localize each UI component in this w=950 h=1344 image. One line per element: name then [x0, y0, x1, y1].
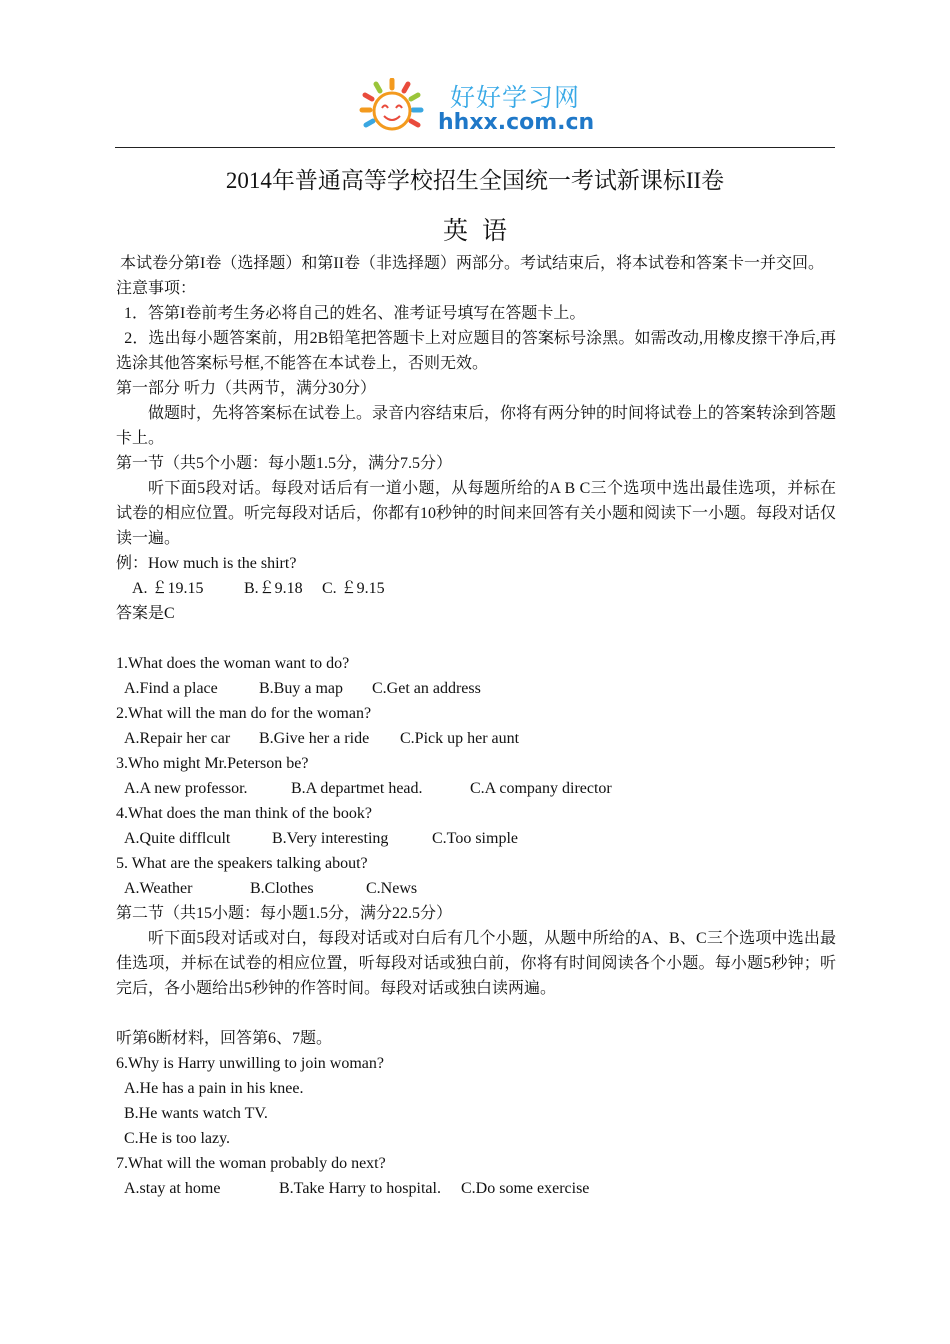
example-options — [116, 576, 836, 601]
example-option-b: B.￡9.18 — [244, 580, 303, 597]
header-divider — [115, 147, 835, 148]
q4-option-a: A.Quite difflcult — [124, 830, 231, 847]
q7-option-a: A.stay at home — [124, 1180, 221, 1197]
notice-heading: 注意事项： — [116, 280, 197, 297]
q3-option-c: C.A company director — [470, 780, 612, 797]
q6-option-b: B.He wants watch TV. — [124, 1105, 268, 1122]
q3-option-b: B.A departmet head. — [291, 780, 423, 797]
question-5: 5. What are the speakers talking about? — [116, 855, 368, 872]
notice-item-2: 2．选出每小题答案前，用2B铅笔把答题卡上对应题目的答案标号涂黑。如需改动,用橡皮擦干净后,再选涂其他答案标号框,不能答在本试卷上，否则无效。 — [116, 330, 836, 372]
question-4: 4.What does the man think of the book? — [116, 805, 372, 822]
site-logo — [358, 78, 598, 140]
q1-option-b: B.Buy a map — [259, 680, 343, 697]
question-1-options — [116, 676, 836, 701]
question-1: 1.What does the woman want to do? — [116, 655, 350, 672]
question-2-options — [116, 726, 836, 751]
q3-option-a: A.A new professor. — [124, 780, 248, 797]
q7-option-b: B.Take Harry to hospital. — [279, 1180, 441, 1197]
example-option-c: C. ￡9.15 — [322, 580, 385, 597]
q4-option-b: B.Very interesting — [272, 830, 389, 847]
intro-line: 本试卷分第I卷（选择题）和第II卷（非选择题）两部分。考试结束后，将本试卷和答案卡一并交回。 — [116, 255, 824, 272]
section1-instructions: 听下面5段对话。每段对话后有一道小题，从每题所给的A B C三个选项中选出最佳选项，并标在试卷的相应位置。听完每段对话后，你都有10秒钟的时间来回答有关小题和阅读下一小题。每段对话仅读一遍。 — [116, 480, 837, 547]
q2-option-a: A.Repair her car — [124, 730, 231, 747]
sun-logo-icon — [358, 78, 436, 140]
exam-subject: 英语 — [442, 218, 521, 245]
part1-heading: 第一部分 听力（共两节，满分30分） — [116, 380, 377, 397]
q2-option-b: B.Give her a ride — [259, 730, 370, 747]
section1-heading: 第一节（共5个小题：每小题1.5分，满分7.5分） — [116, 455, 453, 472]
q5-option-a: A.Weather — [124, 880, 193, 897]
q4-option-c: C.Too simple — [432, 830, 518, 847]
q2-option-c: C.Pick up her aunt — [400, 730, 520, 747]
question-3-options — [116, 776, 836, 801]
question-5-options — [116, 876, 836, 901]
q5-option-c: C.News — [366, 880, 418, 897]
question-3: 3.Who might Mr.Peterson be? — [116, 755, 309, 772]
q1-option-c: C.Get an address — [372, 680, 481, 697]
q1-option-a: A.Find a place — [124, 680, 218, 697]
example-question: 例：How much is the shirt? — [116, 555, 297, 572]
q7-option-c: C.Do some exercise — [461, 1180, 590, 1197]
question-7-options — [116, 1176, 836, 1201]
part1-instructions: 做题时，先将答案标在试卷上。录音内容结束后，你将有两分钟的时间将试卷上的答案转涂到答题卡上。 — [116, 405, 837, 447]
question-2: 2.What will the man do for the woman? — [116, 705, 372, 722]
material-6-heading: 听第6断材料，回答第6、7题。 — [116, 1030, 333, 1047]
question-6: 6.Why is Harry unwilling to join woman? — [116, 1055, 384, 1072]
exam-title: 2014年普通高等学校招生全国统一考试新课标II卷 — [225, 168, 725, 193]
example-answer: 答案是C — [116, 605, 175, 622]
q6-option-a: A.He has a pain in his knee. — [124, 1080, 304, 1097]
exam-body — [116, 251, 836, 1201]
section2-heading: 第二节（共15小题：每小题1.5分，满分22.5分） — [116, 905, 453, 922]
logo-url: hhxx.com.cn — [438, 110, 595, 135]
question-4-options — [116, 826, 836, 851]
section2-instructions: 听下面5段对话或对白，每段对话或对白后有几个小题，从题中所给的A、B、C三个选项中选出最佳选项，并标在试卷的相应位置，听每段对话或独白前，你将有时间阅读各个小题。每小题5秒钟；听完后，各小题给出5秒钟的作答时间。每段对话或独白读两遍。 — [116, 930, 836, 997]
notice-item-1: 1．答第I卷前考生务必将自己的姓名、准考证号填写在答题卡上。 — [116, 305, 586, 322]
logo-chinese-name: 好好学习网 — [450, 83, 581, 112]
example-option-a: A. ￡19.15 — [132, 580, 204, 597]
question-7: 7.What will the woman probably do next? — [116, 1155, 386, 1172]
q6-option-c: C.He is too lazy. — [124, 1130, 231, 1147]
q5-option-b: B.Clothes — [250, 880, 314, 897]
